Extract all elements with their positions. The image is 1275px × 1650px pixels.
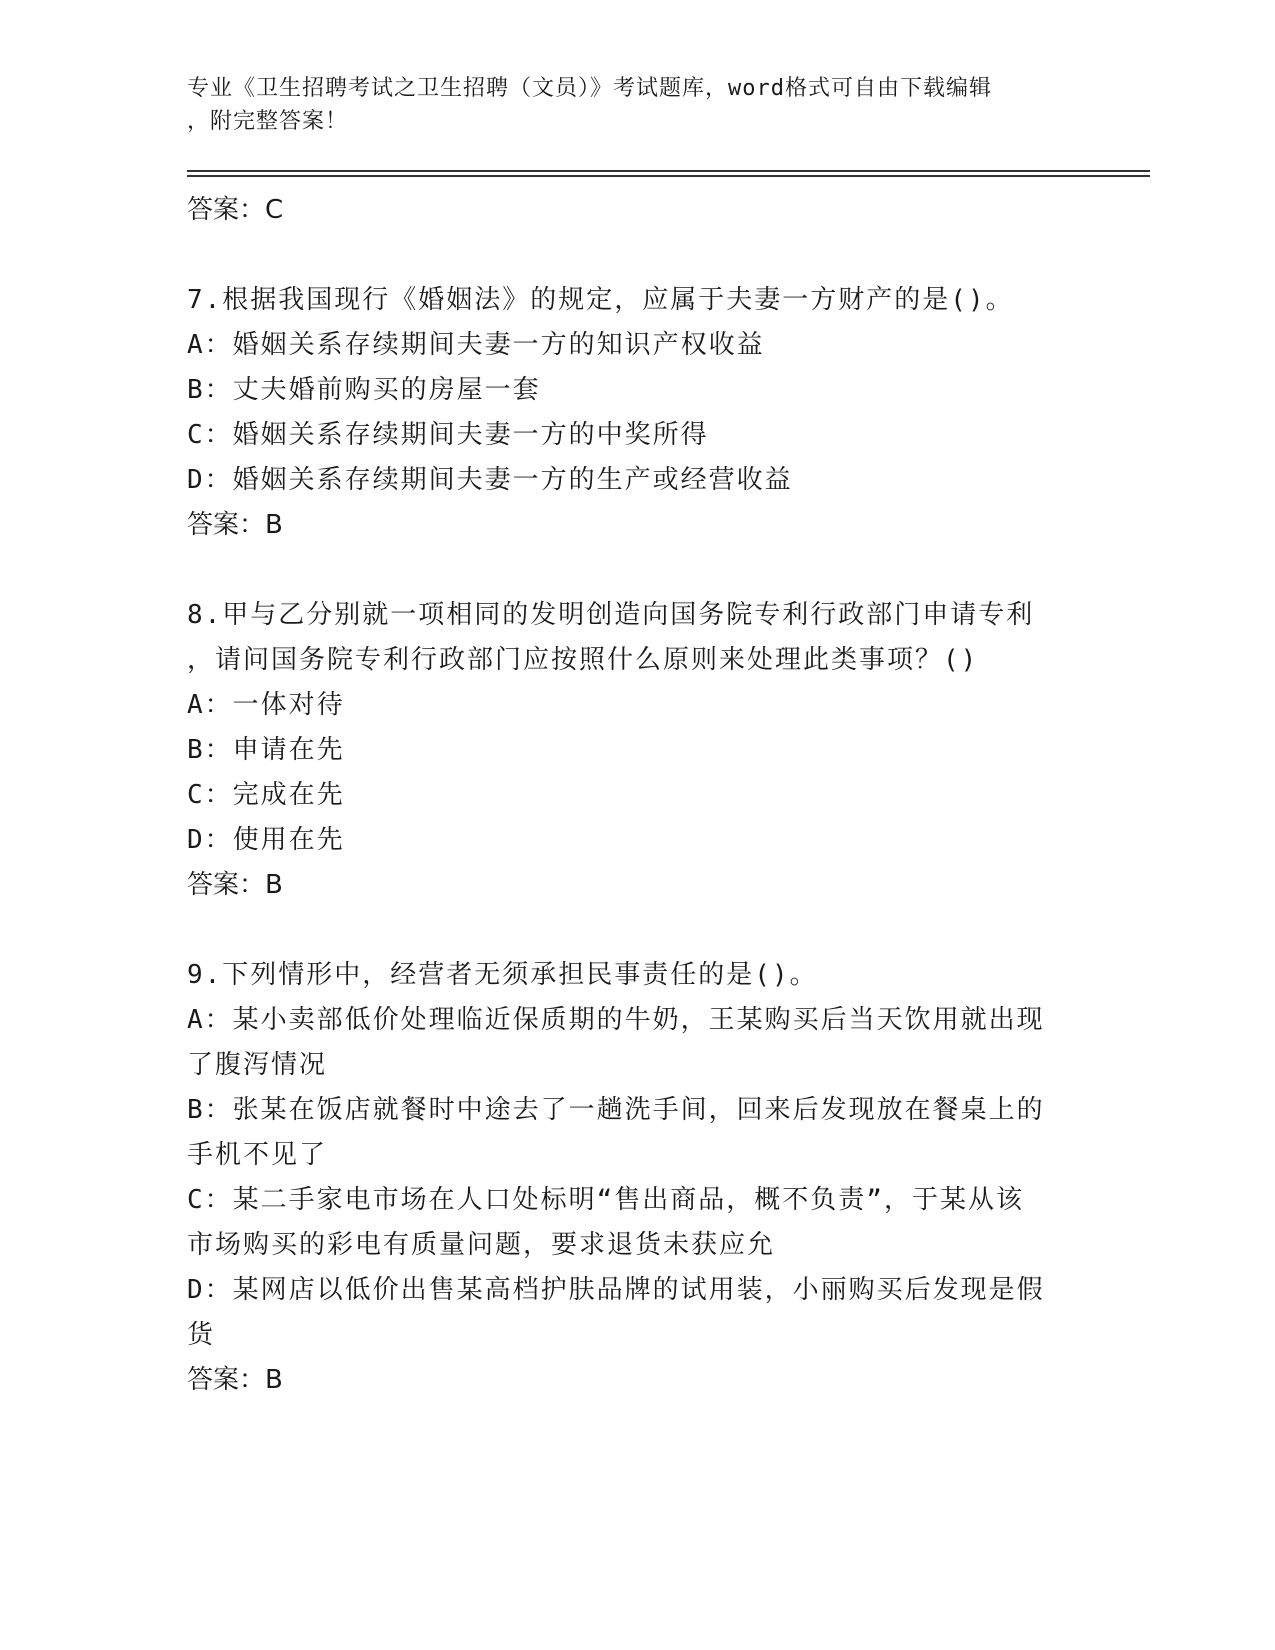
option-b-continued: 手机不见了 <box>187 1140 328 1170</box>
option-a: A：一体对待 <box>187 690 345 720</box>
answer: 答案：B <box>187 870 283 900</box>
option-d: D：婚姻关系存续期间夫妻一方的生产或经营收益 <box>187 465 793 495</box>
header-rule-bottom <box>187 175 1150 177</box>
option-c-continued: 市场购买的彩电有质量问题，要求退货未获应允 <box>187 1230 776 1260</box>
option-b: B：张某在饭店就餐时中途去了一趟洗手间，回来后发现放在餐桌上的 <box>187 1095 1045 1125</box>
option-a: A：某小卖部低价处理临近保质期的牛奶，王某购买后当天饮用就出现 <box>187 1005 1045 1035</box>
option-d-continued: 货 <box>187 1320 216 1350</box>
answer: 答案：B <box>187 1365 283 1395</box>
option-a: A：婚姻关系存续期间夫妻一方的知识产权收益 <box>187 330 765 360</box>
option-a-continued: 了腹泻情况 <box>187 1050 328 1080</box>
answer: 答案：B <box>187 510 283 540</box>
question-7 <box>187 278 1087 548</box>
question-8 <box>187 593 1087 908</box>
option-c: C：某二手家电市场在人口处标明“售出商品，概不负责”，于某从该 <box>187 1185 1024 1215</box>
header-line-2: ，附完整答案！ <box>187 109 349 134</box>
option-c: C：婚姻关系存续期间夫妻一方的中奖所得 <box>187 420 709 450</box>
question-text: 8.甲与乙分别就一项相同的发明创造向国务院专利行政部门申请专利 <box>187 600 1035 630</box>
question-text: 9.下列情形中，经营者无须承担民事责任的是()。 <box>187 960 818 990</box>
document-header <box>187 72 1087 138</box>
question-list <box>187 188 1087 1403</box>
question-9 <box>187 953 1087 1403</box>
question-text: 7.根据我国现行《婚姻法》的规定，应属于夫妻一方财产的是()。 <box>187 285 1014 315</box>
header-rule-top <box>187 170 1150 172</box>
question-text-continued: ，请问国务院专利行政部门应按照什么原则来处理此类事项？() <box>187 645 979 675</box>
header-line-1: 专业《卫生招聘考试之卫生招聘（文员）》考试题库，word格式可自由下载编辑 <box>187 76 992 101</box>
option-b: B：丈夫婚前购买的房屋一套 <box>187 375 541 405</box>
option-b: B：申请在先 <box>187 735 345 765</box>
option-c: C：完成在先 <box>187 780 345 810</box>
option-d: D：某网店以低价出售某高档护肤品牌的试用装，小丽购买后发现是假 <box>187 1275 1045 1305</box>
option-d: D：使用在先 <box>187 825 345 855</box>
previous-answer: 答案：C <box>187 195 284 225</box>
